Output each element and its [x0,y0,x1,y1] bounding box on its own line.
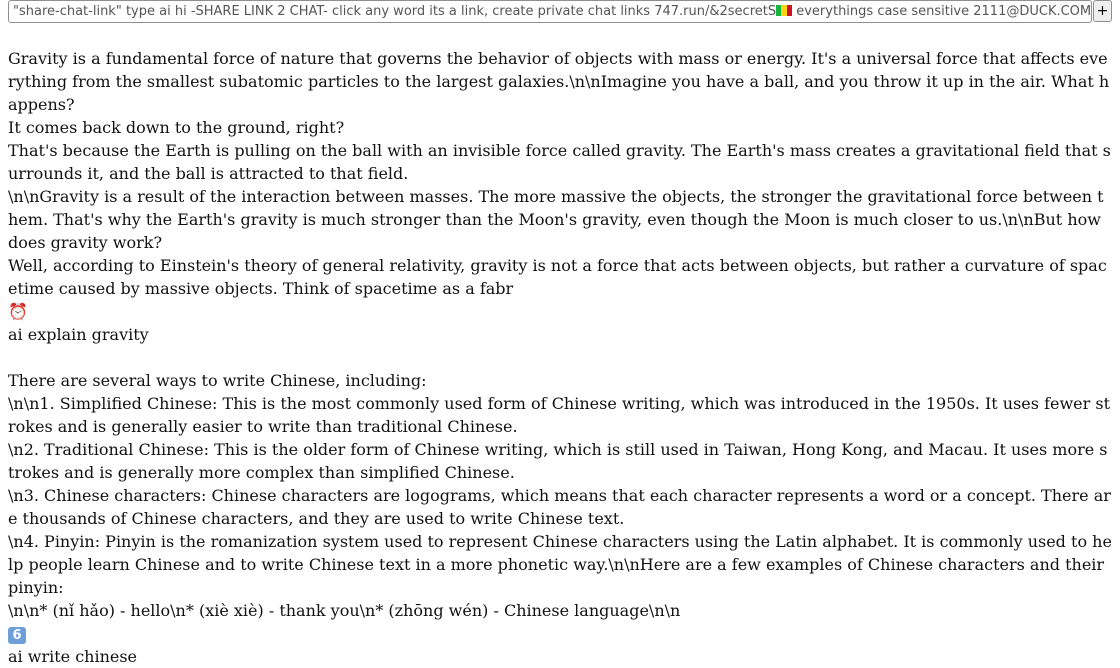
message-line[interactable]: \n\nGravity is a result of the interaction between masses. The more massive the objects, the stronger the gravitational force between them. That's why the Earth's gravity is much stronger than the Moon's gravity, even though the Moon is much closer to us.\n\nBut how does gravity work? [8,187,1104,252]
add-button[interactable]: + [1093,0,1112,22]
input-text-prefix: "share-chat-link" type ai hi -SHARE LINK 2 CHAT- click any word its a link, create private chat links 747.run/&2secretS [13,4,777,19]
top-bar [8,0,1112,23]
input-text-suffix: everythings case sensitive 2111@DUCK.COM [792,4,1092,19]
flag-mali-icon [776,2,792,13]
alarm-clock-icon: ⏰ [8,302,28,321]
message-line[interactable]: Well, according to Einstein's theory of general relativity, gravity is not a force that acts between objects, but rather a curvature of spacetime caused by massive objects. Think of spacetime as a fabr [8,256,1107,298]
message-line[interactable]: \n\n1. Simplified Chinese: This is the most commonly used form of Chinese writing, which was introduced in the 1950s. It uses fewer strokes and is generally easier to write than traditional Chinese. [8,394,1110,436]
message-input[interactable] [8,0,1092,23]
message-line[interactable]: It comes back down to the ground, right? [8,118,345,137]
message-line[interactable]: \n2. Traditional Chinese: This is the older form of Chinese writing, which is still used in Taiwan, Hong Kong, and Macau. It uses more strokes and is generally more complex than simplified Chinese. [8,440,1108,482]
chat-log [8,47,1112,668]
message-line[interactable]: \n4. Pinyin: Pinyin is the romanization system used to represent Chinese characters using the Latin alphabet. It is commonly used to help people learn Chinese and to write Chinese text in a more phonetic way.\n\nHere are a few examples of Chinese characters and their pinyin: [8,532,1112,597]
message-line[interactable]: There are several ways to write Chinese, including: [8,371,427,390]
message-prompt[interactable]: ai write chinese [8,647,138,666]
chat-message [8,47,1112,369]
message-line[interactable]: \n\n* (nǐ hǎo) - hello\n* (xiè xiè) - thank you\n* (zhōng wén) - Chinese language\n\n [8,601,681,620]
message-line[interactable]: Gravity is a fundamental force of nature that governs the behavior of objects with mass or energy. It's a universal force that affects everything from the smallest subatomic particles to the largest galaxies.\n\nImagine you have a ball, and you throw it up in the air. What happens? [8,49,1110,114]
keycap-six-icon: 6 [8,627,26,644]
message-line[interactable]: \n3. Chinese characters: Chinese characters are logograms, which means that each character represents a word or a concept. There are thousands of Chinese characters, and they are used to write Chinese text. [8,486,1111,528]
message-spacer [8,346,1112,369]
message-prompt[interactable]: ai explain gravity [8,325,149,344]
message-line[interactable]: That's because the Earth is pulling on the ball with an invisible force called gravity. The Earth's mass creates a gravitational field that surrounds it, and the ball is attracted to that field. [8,141,1111,183]
chat-message [8,369,1112,668]
